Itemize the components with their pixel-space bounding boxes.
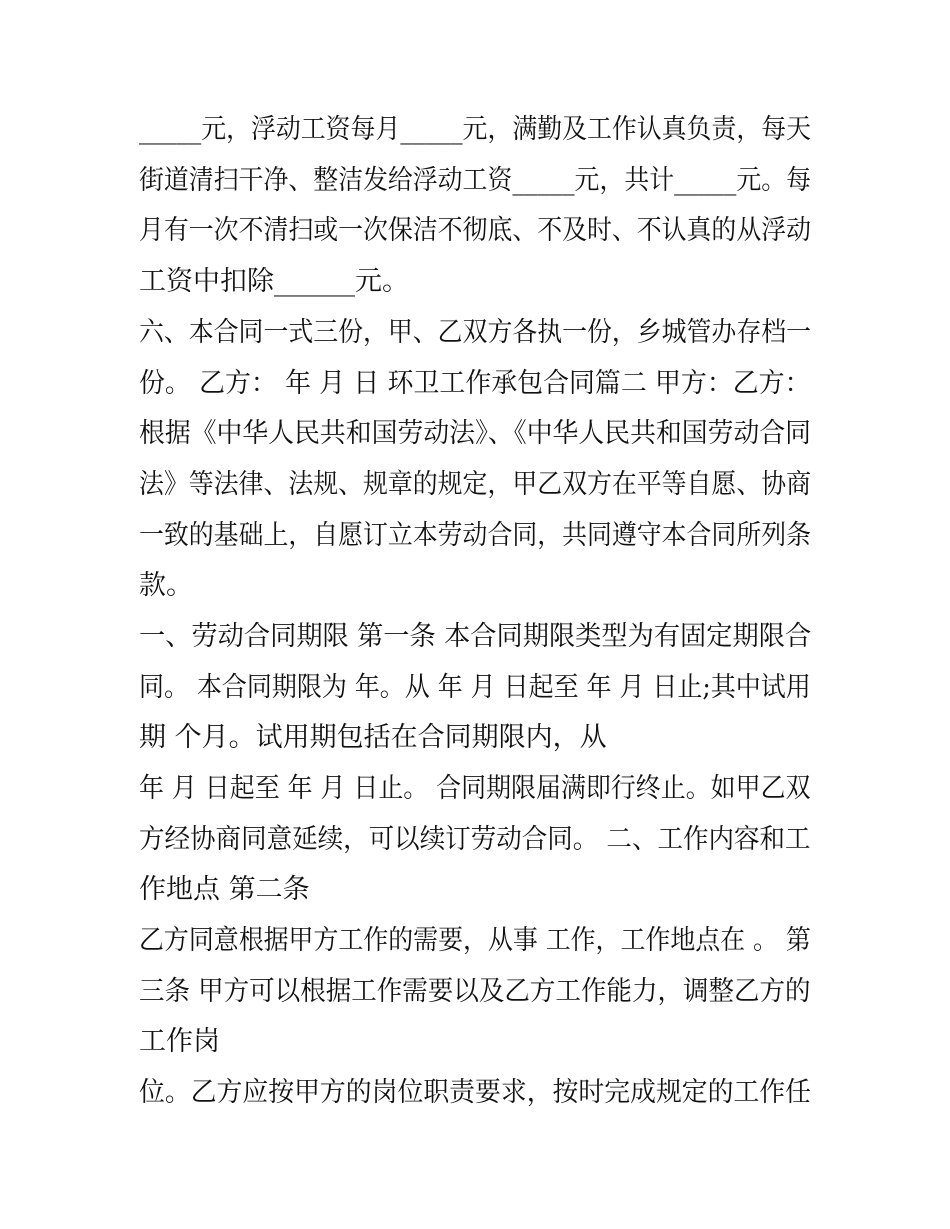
text-line: 六、本合同一式三份，甲、乙双方各执一份，乡城管办存档一	[139, 317, 811, 348]
text-line: 份。 乙方： 年 月 日 环卫工作承包合同篇二 甲方：乙方：	[139, 368, 811, 399]
text-line: 年 月 日起至 年 月 日止。 合同期限届满即行终止。如甲乙双	[139, 773, 811, 804]
text-line: 月有一次不清扫或一次保洁不彻底、不及时、不认真的从浮动	[139, 215, 811, 246]
text-line: 一、劳动合同期限 第一条 本合同期限类型为有固定期限合	[139, 621, 812, 652]
text-line: 期 个月。试用期包括在合同期限内，从	[139, 722, 607, 753]
text-line: 法》等法律、法规、规章的规定，甲乙双方在平等自愿、协商	[139, 469, 811, 500]
text-line: 三条 甲方可以根据工作需要以及乙方工作能力，调整乙方的	[139, 976, 811, 1007]
text-line: 工作岗	[139, 1026, 220, 1057]
text-line: 街道清扫干净、整洁发给浮动工资_____元，共计_____元。每	[139, 165, 811, 196]
text-line: 款。	[139, 570, 193, 601]
text-line: 同。 本合同期限为 年。从 年 月 日起至 年 月 日止;其中试用	[139, 672, 811, 703]
text-line: 方经协商同意延续，可以续订劳动合同。 二、工作内容和工	[139, 824, 811, 855]
text-line: _____元，浮动工资每月_____元，满勤及工作认真负责，每天	[139, 114, 811, 145]
text-line: 工资中扣除______元。	[139, 266, 409, 297]
text-line: 乙方同意根据甲方工作的需要，从事 工作，工作地点在 。 第	[139, 925, 811, 956]
text-line: 位。乙方应按甲方的岗位职责要求，按时完成规定的工作任	[139, 1077, 812, 1108]
text-line: 一致的基础上，自愿订立本劳动合同，共同遵守本合同所列条	[139, 520, 811, 551]
text-line: 根据《中华人民共和国劳动法》、《中华人民共和国劳动合同	[139, 418, 812, 449]
text-line: 作地点 第二条	[139, 874, 310, 905]
